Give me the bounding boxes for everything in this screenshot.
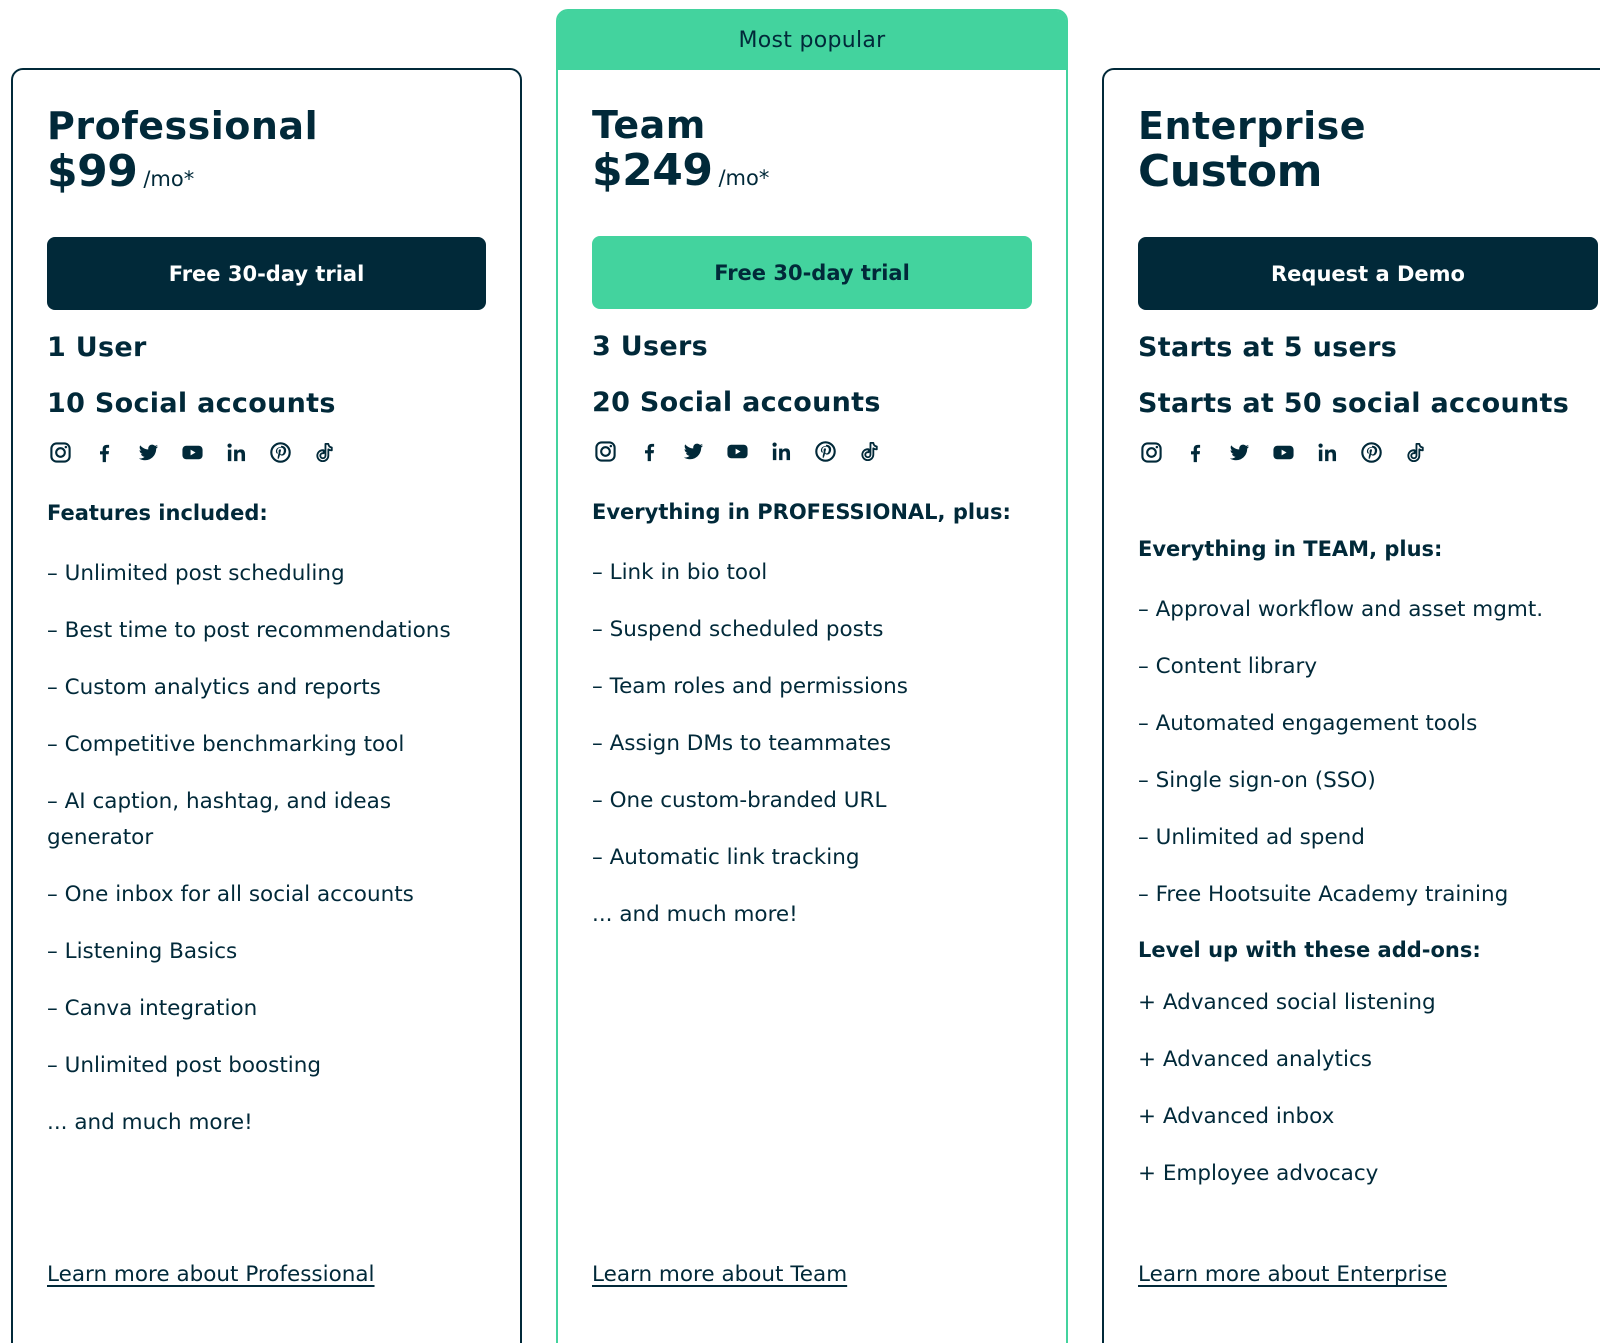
plan-content xyxy=(47,104,486,1141)
pinterest-icon xyxy=(812,438,839,465)
plan-name: Professional xyxy=(47,104,319,148)
addon-item: + Employee advocacy xyxy=(1138,1161,1379,1186)
feature-item: – Unlimited post scheduling xyxy=(47,561,345,586)
feature-item: – One inbox for all social accounts xyxy=(47,882,414,907)
feature-item: – Listening Basics xyxy=(47,939,238,964)
most-popular-banner: Most popular xyxy=(558,11,1066,70)
twitter-icon xyxy=(1226,439,1253,466)
feature-item: – Custom analytics and reports xyxy=(47,675,381,700)
tiktok-icon xyxy=(1402,439,1429,466)
features-heading: Everything in TEAM, plus: xyxy=(1138,537,1443,561)
price-row xyxy=(592,145,1032,196)
instagram-icon xyxy=(47,439,74,466)
plan-card-team xyxy=(556,9,1068,1343)
feature-item: – Competitive benchmarking tool xyxy=(47,732,405,757)
social-accounts-count: 10 Social accounts xyxy=(47,388,336,419)
feature-item: – Content library xyxy=(1138,654,1318,679)
youtube-icon xyxy=(179,439,206,466)
features-heading: Features included: xyxy=(47,501,268,525)
twitter-icon xyxy=(135,439,162,466)
feature-list xyxy=(47,556,486,1141)
instagram-icon xyxy=(592,438,619,465)
user-count: 3 Users xyxy=(592,331,708,362)
plan-name: Enterprise xyxy=(1138,104,1367,148)
social-icons xyxy=(47,438,486,466)
plan-price: $99 xyxy=(47,146,138,197)
feature-item: ... and much more! xyxy=(592,902,798,927)
learn-more-link[interactable]: Learn more about Professional xyxy=(47,1262,375,1287)
plan-card-enterprise xyxy=(1102,68,1600,1343)
learn-more-link[interactable]: Learn more about Enterprise xyxy=(1138,1262,1447,1287)
linkedin-icon xyxy=(1314,439,1341,466)
addons-heading: Level up with these add-ons: xyxy=(1138,938,1481,962)
twitter-icon xyxy=(680,438,707,465)
feature-item: ... and much more! xyxy=(47,1110,253,1135)
addon-item: + Advanced analytics xyxy=(1138,1047,1372,1072)
feature-item: – Suspend scheduled posts xyxy=(592,617,884,642)
feature-item: – One custom-branded URL xyxy=(592,788,887,813)
facebook-icon xyxy=(91,439,118,466)
request-demo-button[interactable]: Request a Demo xyxy=(1138,237,1598,310)
learn-more-link[interactable]: Learn more about Team xyxy=(592,1262,848,1287)
price-period: /mo* xyxy=(718,166,770,190)
linkedin-icon xyxy=(223,439,250,466)
facebook-icon xyxy=(1182,439,1209,466)
plan-content xyxy=(592,103,1032,933)
feature-item: – Assign DMs to teammates xyxy=(592,731,892,756)
tiktok-icon xyxy=(311,439,338,466)
feature-item: – Team roles and permissions xyxy=(592,674,908,699)
feature-item: – Automated engagement tools xyxy=(1138,711,1478,736)
feature-item: – Unlimited post boosting xyxy=(47,1053,322,1078)
addon-item: + Advanced social listening xyxy=(1138,990,1436,1015)
feature-item: – Canva integration xyxy=(47,996,258,1021)
addons-list xyxy=(1138,985,1598,1192)
social-icons xyxy=(1138,438,1598,466)
addon-item: + Advanced inbox xyxy=(1138,1104,1335,1129)
user-count: Starts at 5 users xyxy=(1138,332,1398,363)
linkedin-icon xyxy=(768,438,795,465)
free-trial-button[interactable]: Free 30-day trial xyxy=(592,236,1032,309)
feature-item: – AI caption, hashtag, and ideas generator xyxy=(47,789,392,850)
youtube-icon xyxy=(1270,439,1297,466)
feature-item: – Free Hootsuite Academy training xyxy=(1138,882,1509,907)
facebook-icon xyxy=(636,438,663,465)
feature-list xyxy=(592,555,1032,933)
plan-content xyxy=(1138,104,1598,1192)
instagram-icon xyxy=(1138,439,1165,466)
feature-item: – Automatic link tracking xyxy=(592,845,860,870)
plan-card-professional xyxy=(11,68,522,1343)
plan-name: Team xyxy=(592,103,706,147)
tiktok-icon xyxy=(856,438,883,465)
feature-item: – Unlimited ad spend xyxy=(1138,825,1365,850)
user-count: 1 User xyxy=(47,332,147,363)
social-accounts-count: 20 Social accounts xyxy=(592,387,881,418)
price-period: /mo* xyxy=(143,167,195,191)
free-trial-button[interactable]: Free 30-day trial xyxy=(47,237,486,310)
price-row xyxy=(1138,146,1598,197)
feature-item: – Approval workflow and asset mgmt. xyxy=(1138,597,1544,622)
feature-item: – Single sign-on (SSO) xyxy=(1138,768,1376,793)
plan-price: Custom xyxy=(1138,146,1322,197)
feature-item: – Best time to post recommendations xyxy=(47,618,451,643)
pinterest-icon xyxy=(267,439,294,466)
social-icons xyxy=(592,437,1032,465)
social-accounts-count: Starts at 50 social accounts xyxy=(1138,388,1570,419)
youtube-icon xyxy=(724,438,751,465)
pinterest-icon xyxy=(1358,439,1385,466)
price-row xyxy=(47,146,486,197)
feature-item: – Link in bio tool xyxy=(592,560,768,585)
feature-list xyxy=(1138,592,1598,913)
features-heading: Everything in PROFESSIONAL, plus: xyxy=(592,500,1011,524)
plan-price: $249 xyxy=(592,145,713,196)
